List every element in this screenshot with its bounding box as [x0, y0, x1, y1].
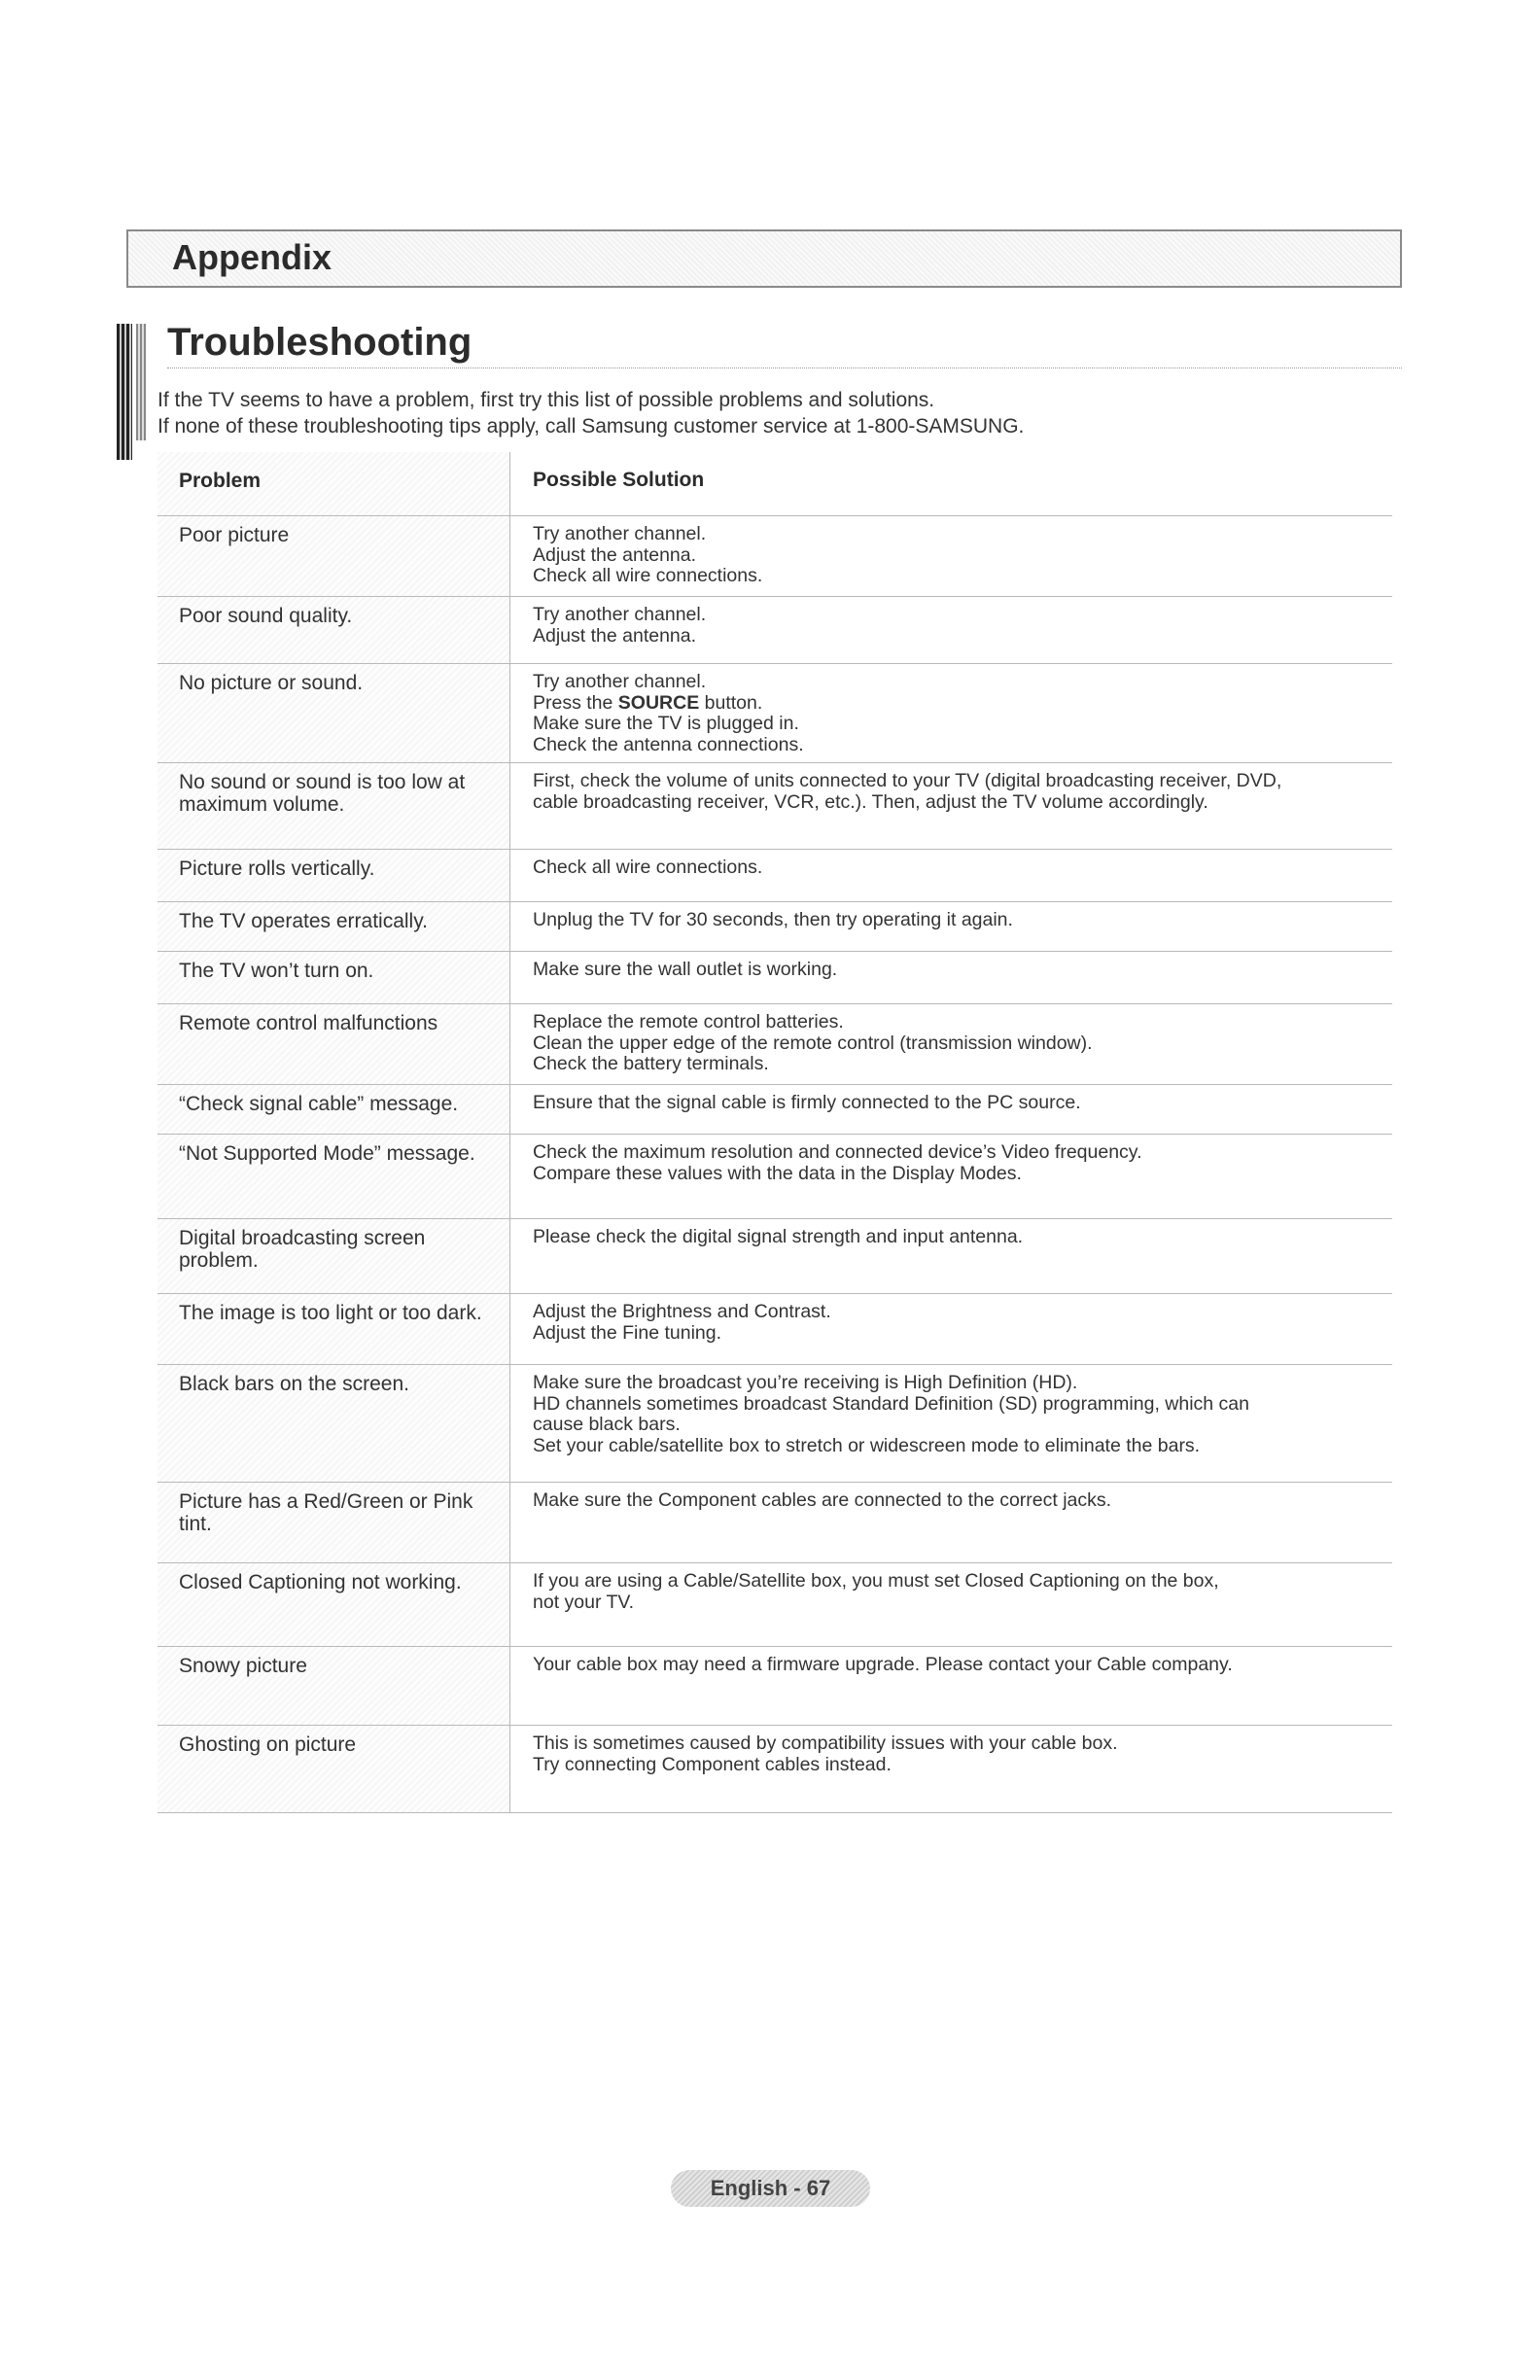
table-row	[158, 1562, 1392, 1646]
table-row	[158, 515, 1392, 596]
solution-line: Check the maximum resolution and connected device’s Video frequency.	[533, 1141, 1142, 1163]
problem-cell: Digital broadcasting screen problem.	[158, 1219, 510, 1293]
table-row	[158, 951, 1392, 1003]
table-row	[158, 762, 1392, 849]
table-row	[158, 596, 1392, 663]
solution-line: cable broadcasting receiver, VCR, etc.). Then, adjust the TV volume accordingly.	[533, 790, 1208, 813]
solution-cell	[533, 1135, 1392, 1218]
table-row	[158, 1646, 1392, 1725]
problem-cell: “Check signal cable” message.	[158, 1085, 510, 1134]
section-marker-secondary	[136, 324, 146, 440]
table-row	[158, 1364, 1392, 1482]
intro-line: If none of these troubleshooting tips apply, call Samsung customer service at 1-800-SAMSUNG.	[158, 415, 1025, 438]
solution-line: Make sure the Component cables are connected to the correct jacks.	[533, 1489, 1112, 1511]
table-header-row	[158, 452, 1392, 515]
solution-cell	[533, 1726, 1392, 1812]
solution-cell	[533, 516, 1392, 596]
problem-cell: The image is too light or too dark.	[158, 1294, 510, 1364]
problem-cell: Closed Captioning not working.	[158, 1563, 510, 1646]
problem-cell: The TV won’t turn on.	[158, 952, 510, 1003]
table-row	[158, 849, 1392, 901]
solution-line: HD channels sometimes broadcast Standard Definition (SD) programming, which can	[533, 1392, 1249, 1415]
problem-cell: No picture or sound.	[158, 664, 510, 762]
solution-cell	[533, 763, 1392, 849]
solution-line: Check the battery terminals.	[533, 1053, 769, 1074]
solution-line: Replace the remote control batteries.	[533, 1011, 844, 1032]
solution-cell	[533, 1563, 1392, 1646]
solution-line: cause black bars.	[533, 1414, 681, 1435]
solution-line: not your TV.	[533, 1591, 635, 1613]
solution-line: Your cable box may need a firmware upgrade. Please contact your Cable company.	[533, 1654, 1233, 1675]
troubleshooting-table	[158, 452, 1392, 1813]
source-keyword: SOURCE	[617, 691, 700, 714]
solution-cell	[533, 1085, 1392, 1134]
solution-cell	[533, 850, 1392, 901]
problem-cell: Ghosting on picture	[158, 1726, 510, 1812]
problem-cell: Picture has a Red/Green or Pink tint.	[158, 1483, 510, 1562]
problem-cell: “Not Supported Mode” message.	[158, 1135, 510, 1218]
table-row	[158, 1482, 1392, 1562]
solution-cell	[533, 1647, 1392, 1725]
column-header-problem: Problem	[158, 452, 510, 515]
solution-line: Press the SOURCE button.	[533, 691, 763, 714]
solution-cell	[533, 1004, 1392, 1084]
solution-cell	[533, 952, 1392, 1003]
solution-line: Set your cable/satellite box to stretch or widescreen mode to eliminate the bars.	[533, 1434, 1201, 1456]
solution-line: Unplug the TV for 30 seconds, then try operating it again.	[533, 909, 1013, 930]
table-row	[158, 1003, 1392, 1084]
intro-line: If the TV seems to have a problem, first try this list of possible problems and solutions.	[158, 389, 935, 411]
appendix-header-bar	[126, 229, 1402, 288]
problem-cell: Picture rolls vertically.	[158, 850, 510, 901]
intro-text	[158, 387, 1024, 439]
solution-line: Check all wire connections.	[533, 565, 763, 586]
column-header-solution: Possible Solution	[533, 469, 705, 491]
solution-line: Check all wire connections.	[533, 857, 763, 878]
solution-line: Try another channel.	[533, 523, 707, 544]
solution-cell	[533, 1483, 1392, 1562]
solution-cell	[533, 1219, 1392, 1293]
solution-line: This is sometimes caused by compatibility issues with your cable box.	[533, 1732, 1118, 1754]
solution-line: Check the antenna connections.	[533, 733, 804, 755]
table-row	[158, 1134, 1392, 1218]
solution-cell	[533, 1365, 1392, 1482]
solution-cell	[533, 597, 1392, 663]
appendix-title: Appendix	[172, 237, 332, 277]
problem-cell: The TV operates erratically.	[158, 902, 510, 951]
section-marker	[117, 324, 132, 460]
solution-cell	[533, 1294, 1392, 1364]
problem-cell: Remote control malfunctions	[158, 1004, 510, 1084]
solution-line: Make sure the TV is plugged in.	[533, 713, 799, 734]
solution-line: First, check the volume of units connected to your TV (digital broadcasting receiver, DVD,	[533, 770, 1282, 791]
solution-cell	[533, 902, 1392, 951]
solution-cell	[533, 664, 1392, 762]
page-number-badge: English - 67	[671, 2170, 870, 2207]
problem-cell: Poor picture	[158, 516, 510, 596]
solution-line: If you are using a Cable/Satellite box, you must set Closed Captioning on the box,	[533, 1570, 1219, 1592]
solution-line: Make sure the broadcast you’re receiving is High Definition (HD).	[533, 1372, 1078, 1393]
solution-line: Try another channel.	[533, 604, 707, 625]
solution-line: Try another channel.	[533, 671, 707, 692]
table-row	[158, 1725, 1392, 1813]
solution-line: Make sure the wall outlet is working.	[533, 959, 838, 980]
table-row	[158, 663, 1392, 762]
problem-cell: Snowy picture	[158, 1647, 510, 1725]
section-title: Troubleshooting	[167, 321, 472, 364]
solution-line: Compare these values with the data in the Display Modes.	[533, 1162, 1022, 1184]
table-row	[158, 1293, 1392, 1364]
problem-cell: No sound or sound is too low at maximum volume.	[158, 763, 510, 849]
table-row	[158, 1084, 1392, 1134]
solution-line: Try connecting Component cables instead.	[533, 1753, 892, 1775]
solution-line: Adjust the Fine tuning.	[533, 1321, 722, 1344]
solution-line: Clean the upper edge of the remote control (transmission window).	[533, 1032, 1093, 1054]
table-row	[158, 901, 1392, 951]
problem-cell: Poor sound quality.	[158, 597, 510, 663]
solution-line: Adjust the antenna.	[533, 624, 697, 647]
table-row	[158, 1218, 1392, 1293]
solution-line: Ensure that the signal cable is firmly connected to the PC source.	[533, 1092, 1081, 1113]
solution-line: Adjust the Brightness and Contrast.	[533, 1301, 831, 1322]
solution-line: Adjust the antenna.	[533, 543, 697, 566]
problem-cell: Black bars on the screen.	[158, 1365, 510, 1482]
solution-line: Please check the digital signal strength and input antenna.	[533, 1226, 1024, 1247]
